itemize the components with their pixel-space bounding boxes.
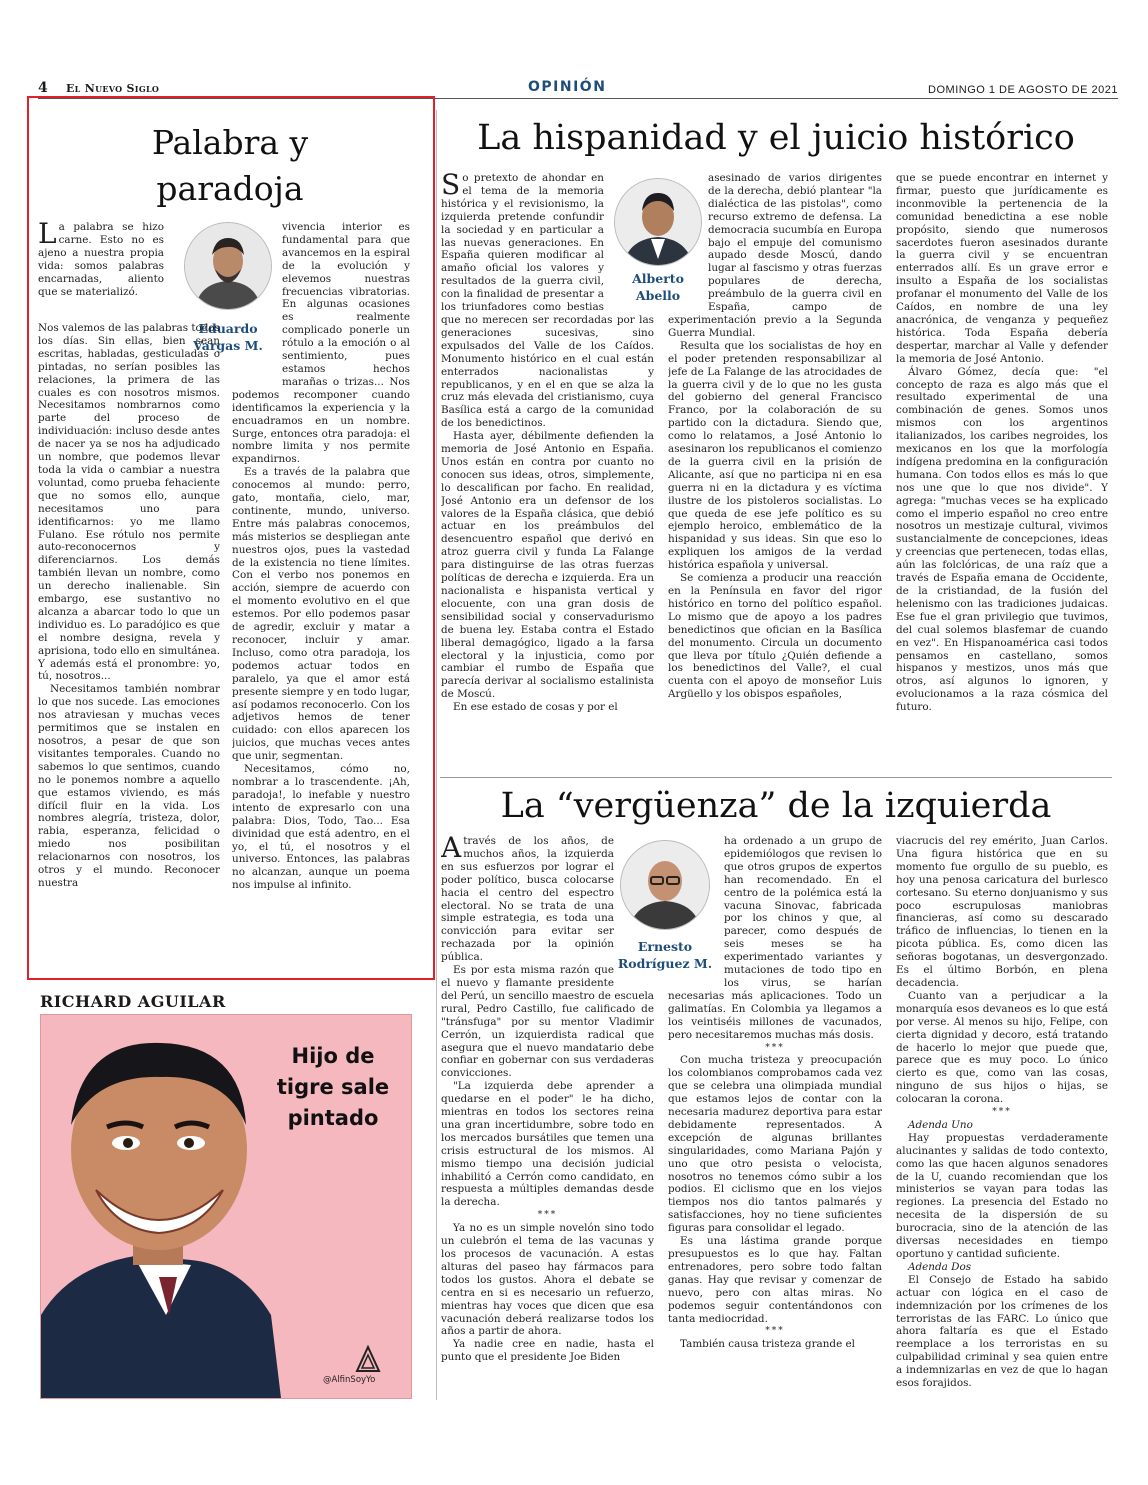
article1-p6: Necesitamos, cómo no, nombrar a lo trascendente. ¡Ah, paradoja!, lo inefable y nuestro intento de expresarlo con una palabra: Dios, Todo, Tao... Esa divinidad que está adentro, en el yo, el tú, el nosotros y el universo. Entonces, las palabras no alcanzan, aunque un poema nos impulse al infinito. bbox=[232, 763, 410, 892]
article2-p1: o pretexto de ahondar en el tema de la memoria histórica y el revisionismo, la izquierda pretende confundir la sociedad y en particular a las nuevas generaciones. En España quieren modificar al amaño oficial los valores y resultados de la guerra civil, con la finalidad de presentar a los triunfadores como bestias que no merecen ser recordadas por las generaciones sucesivas, sino expulsados del Valle de los Caídos. Monumento histórico en el cual están enterrados nacionalistas y republicanos, y en el en que se alza la cruz más elevada del cristianismo, cuya Basílica está a cargo de la comunidad de los benedictinos. bbox=[441, 172, 654, 430]
cartoonist-name: RICHARD AGUILAR bbox=[40, 992, 226, 1011]
article3-p3: "La izquierda debe aprender a quedarse en el poder" le ha dicho, mientras en todos los sectores reina una gran incertidumbre, sobre todo en los mercados bursátiles que temen una crisis estructural de los mismos. Al mismo tiempo una decisión judicial inhabilitó a Cerrón como candidato, en respuesta a múltiples demandas desde la derecha. bbox=[441, 1080, 654, 1209]
article3-p5: Ya nadie cree en nadie, hasta el punto que el presidente Joe Biden bbox=[441, 1338, 654, 1364]
article1-title bbox=[50, 120, 410, 212]
article1-title-line1: Palabra y bbox=[151, 123, 309, 162]
article2-p7: que se puede encontrar en internet y firmar, puesto que jurídicamente es inconmovible la pertenencia de la comunidad benedictina a ese noble propósito, siendo que numerosos sacerdotes fueron asesinados durante la guerra civil y se encuentran enterrados allí. Es un grave error e insulto a España de los socialistas profanar el monumento del Valle de los Caídos, en nombre de una ley anacrónica, de venganza y pequeñez histórica. Toda España debería despertar, marchar al Valle y defender la memoria de José Antonio. bbox=[896, 172, 1108, 365]
article2-p6: Se comienza a producir una reacción en la Península en favor del rigor histórico en torno del político español. Lo mismo que de apoyo a los padres benedictinos que ofician en la Basílica del monumento. Circula un documento que lleva por título ¿Quién defiende a los benedictinos del Valle?, el cual cuenta con el apoyo de monseñor Luis Argüello y los obispos españoles, bbox=[668, 572, 882, 701]
column-rule-main bbox=[436, 110, 437, 1400]
article3-p11: Cuanto van a perjudicar a la monarquía esos devaneos es lo que está por verse. Al menos su hijo, Felipe, con cierta dignidad y decoro, está tratando de hacerlo lo mejor que puede que, parece que es muy poco. Lo único cierto es que, como van las cosas, ninguno de sus hijos o hijas, se colocaran la corona. bbox=[896, 989, 1108, 1106]
separator-stars: *** bbox=[537, 1210, 558, 1221]
dropcap-a: A bbox=[441, 835, 462, 864]
separator-stars: *** bbox=[765, 1326, 785, 1337]
article1-p4: vivencia interior es fundamental para que avancemos en la espiral de la evolución y elevemos nuestras frecuencias vibratorias. En algunas ocasiones es realmente complicado ponerle un rótulo a la emoción o al sentimiento, pues estamos hechos marañas o trizas... Nos podemos recomponer cuando identificamos la experiencia y la encuadramos en un nombre. Surge, entonces otra paradoja: el nombre limita y nos permite expandirnos. bbox=[232, 221, 410, 466]
article3-p13: El Consejo de Estado ha sabido actuar con lógica en el caso de indemnización por los crímenes de los terroristas de las FARC. Lo único que ahora faltaría es que el Estado reemplace a los terroristas en su culpabilidad criminal y sea quien entre a indemnizarlas en vez de que lo hagan esos forajidos. bbox=[896, 1273, 1108, 1390]
photo-wrap-space bbox=[604, 172, 654, 312]
adenda-uno-heading: Adenda Uno bbox=[908, 1118, 973, 1131]
issue-date: DOMINGO 1 DE AGOSTO DE 2021 bbox=[928, 84, 1118, 96]
section-rule bbox=[440, 777, 1112, 778]
article3-title: La “vergüenza” de la izquierda bbox=[500, 786, 1052, 826]
photo-wrap-space bbox=[668, 172, 708, 312]
dropcap-l: L bbox=[38, 217, 57, 250]
article1-p2: Nos valemos de las palabras todos los días. Sin ellas, bien sean escritas, habladas, gesticuladas o pintadas, no serían posibles las relaciones, la primera de las cuales es con nosotros mismos. Necesitamos nombrarnos como parte del proceso de individuación: incluso desde antes de nacer ya se nos ha adjudicado un nombre, que podemos llevar toda la vida o cambiar a nuestra voluntad, como prueba fehaciente que no somos ello, aunque necesitamos uno para identificarnos: yo me llamo Fulano. Ese rótulo nos permite auto-reconocernos y diferenciarnos. Los demás también llevan un nombre, como un derecho inalienable. Sin embargo, ese sustantivo no alcanza a abarcar todo lo que un individuo es. Lo paradójico es que el nombre designa, revela y aprisiona, todo ello en simultánea. Y además está el pronombre: yo, tú, nosotros... bbox=[38, 322, 220, 683]
author-eduardo-first: Eduardo bbox=[198, 321, 258, 336]
article2-p2: Hasta ayer, débilmente defienden la memoria de José Antonio en España. Unos están en contra por cuanto no conocen sus ideas, otros, simplemente, lo descalifican por facho. En realidad, José Antonio era un defensor de los valores de la España clásica, que debió actuar en los preámbulos del desencuentro español que derivó en atroz guerra civil y funda La Falange para distinguirse de las otras fuerzas políticas de derecha e izquierda. Era un nacionalista e hispanista vertical y elocuente, con una gran dosis de sensibilidad social y conservadurismo de buena ley. Estaba contra el Estado liberal demagógico, ligado a la farsa electoral y la injusticia, como por cambiar el rumbo de España que parecía derivar al socialismo estalinista de Moscú. bbox=[441, 430, 654, 701]
article3-col2 bbox=[668, 835, 882, 1397]
author-alberto-first: Alberto bbox=[632, 271, 684, 286]
article3-p10: viacrucis del rey emérito, Juan Carlos. Una figura histórica que en su momento fue orgullo de su pueblo, es hoy una penosa caricatura del burlesco cortesano. Su eterno donjuanismo y sus poco escrupulosas maniobras financieras, así como su descarado tráfico de influencias, lo tienen en la picota pública. Es, como dicen las señoras bogotanas, un desvergonzado. Es el último Borbón, en plena decadencia. bbox=[896, 835, 1108, 989]
section-label: OPINIÓN bbox=[528, 79, 607, 95]
article2-col1 bbox=[441, 172, 654, 752]
cartoon-caption bbox=[263, 1041, 403, 1134]
article2-p3: En ese estado de cosas y por el bbox=[453, 701, 618, 714]
separator-stars: *** bbox=[992, 1107, 1012, 1118]
article1-col2 bbox=[232, 221, 410, 974]
article3-col3 bbox=[896, 835, 1108, 1397]
caption-line1: Hijo de bbox=[291, 1044, 375, 1068]
adenda-dos-heading: Adenda Dos bbox=[908, 1260, 972, 1273]
article2-p5: Resulta que los socialistas de hoy en el poder pretenden responsabilizar al jefe de La Falange de las atrocidades de la guerra civil y de lo que no les gusta del gobierno del general Francisco Franco, por la colaboración de su partido con la dictadura. Siendo que, como lo relatamos, a José Antonio lo asesinaron los republicanos el comienzo de la guerra civil en la prisión de Alicante, así que no participa ni en esa guerra ni en la dictadura y es víctima ilustre de los pistoleros socialistas. Lo que queda de ese jefe político es su ejemplo heroico, emblemático de la hispanidad y sus ideas. Sin que eso lo expliquen los amigos de la verdad histórica española y universal. bbox=[668, 339, 882, 572]
author-ernesto-first: Ernesto bbox=[637, 939, 693, 954]
article2-title: La hispanidad y el juicio histórico bbox=[477, 118, 1075, 158]
author-alberto-last: Abello bbox=[635, 288, 681, 303]
article3-col1 bbox=[441, 835, 654, 1397]
artist-logo-icon bbox=[355, 1345, 381, 1373]
article1-p5: Es a través de la palabra que conocemos al mundo: perro, gato, montaña, cielo, mar, continente, mundo, universo. Entre más palabras conocemos, más misterios se despliegan ante nuestros ojos, pues la vastedad de la existencia no tiene límites. Con el verbo nos ponemos en acción, siempre de acuerdo con el momento evolutivo en el que estemos. Por ello podemos pasar de agredir, excluir y matar a reconocer, incluir y amar. Incluso, como otra paradoja, los podemos actuar todos en paralelo, ya que el amor está presente siempre y en todo lugar, así podamos reconocerlo. Con los adjetivos hemos de tener cuidado: con ellos aparecen los juicios, que muchas veces antes que unir, segmentan. bbox=[232, 466, 410, 763]
article3-p4: Ya no es un simple novelón sino todo un culebrón el tema de las vacunas y los procesos de vacunación. A estas alturas del paseo hay fármacos para todos los gustos. Ahora el debate se centra en si es necesario un refuerzo, mientras hay voces que dicen que esa vacunación deberá realizarse todos los años a partir de ahora. bbox=[441, 1222, 654, 1338]
author-eduardo-last: Vargas M. bbox=[193, 338, 263, 353]
caption-line2: tigre sale bbox=[276, 1075, 390, 1099]
separator-stars: *** bbox=[765, 1042, 785, 1053]
page-header bbox=[38, 80, 1118, 96]
caption-line3: pintado bbox=[287, 1106, 379, 1130]
article3-p12: Hay propuestas verdaderamente alucinantes y salidas de todo contexto, como las que hacen algunos senadores de la U, cuando recomiendan que los ministerios se vayan para todas las regiones. La presencia del Estado no necesita de la dispersión de su burocracia, sino de la atención de las diversas necesidades en tiempo oportuno y cantidad suficiente. bbox=[896, 1131, 1108, 1260]
photo-wrap-space bbox=[614, 835, 654, 983]
article1-title-line2: paradoja bbox=[156, 169, 304, 208]
article2-col3 bbox=[896, 172, 1108, 752]
cartoon-signature: @AlfinSoyYo bbox=[323, 1375, 376, 1385]
article3-p2: Es por esta misma razón que el nuevo y flamante presidente del Perú, un sencillo maestro de escuela rural, Pedro Castillo, fue calificado de "tránsfuga" por su mentor Vladimir Cerrón, un izquierdista radical que asegura que el nuevo mandatario debe confiar en gobernar con sus verdaderas convicciones. bbox=[441, 964, 654, 1080]
article3-p1: través de los años, de muchos años, la izquierda en sus esfuerzos por lograr el poder político, busca colocarse hacia el centro del espectro electoral. No se trata de una simple estrategia, es toda una convicción para evitar ser rechazada por la opinión pública. bbox=[441, 835, 614, 964]
article2-p8: Álvaro Gómez, decía que: "el concepto de raza es algo más que el resultado experimental de una combinación de genes. Somos unos mismos con los argentinos italianizados, los caribes negroides, los mexicanos en los que la morfología indígena predomina en la configuración humana. Con todos ellos es más lo que nos une que lo que nos divide". Y agrega: "muchas veces se ha explicado como el imperio español no creo entre nosotros un mestizaje cultural, vivimos sustancialmente de concepciones, ideas y creencias que pertenecen, todas ellas, aún las folclóricas, de una raíz que a través de España emana de Occidente, de la cristiandad, de la fusión del helenismo con las tradiciones judaicas. Ese fue el gran privilegio que tuvimos, del cual solemos blasfemar de cuando en vez". En Hispanoamérica casi todos pensamos en castellano, somos hispanos y mestizos, unos más que otros, así algunos lo ignoren, y evolucionamos a la raza cósmica del futuro. bbox=[896, 365, 1108, 714]
article1-p3: Necesitamos también nombrar lo que nos sucede. Las emociones nos atraviesan y muchas veces permitimos que se instalen en nosotros, a pesar de que son visitantes temporales. Cuando no sabemos lo que sentimos, cuando no le ponemos nombre a aquello que estamos viviendo, es más difícil fluir en la vida. Los nombres alegría, tristeza, dolor, rabia, esperanza, felicidad o miedo nos posibilitan relacionarnos con nosotros, los otros y el mundo. Reconocer nuestra bbox=[38, 683, 220, 889]
article1-col1-top bbox=[38, 217, 164, 298]
article3-p7: Con mucha tristeza y preocupación los colombianos comprobamos cada vez que se celebra una olimpiada mundial que estamos lejos de contar con la necesaria madurez deportiva para estar debidamente representados. A excepción de algunas brillantes singularidades, como Mariana Pajón y uno que otro pesista o velocista, nosotros no tenemos cómo subir a los podios. El ciclismo que en los viejos tiempos nos dio tantos palmarés y satisfacciones, hoy no tiene suficientes figuras para consolidar el legado. bbox=[668, 1054, 882, 1235]
article1-col1 bbox=[38, 322, 220, 974]
photo-wrap-space bbox=[232, 221, 282, 379]
cartoon-panel bbox=[40, 1014, 412, 1399]
article1-p1: a palabra se hizo carne. Esto no es ajeno a nuestra propia vida: somos palabras encarnadas, aliento que se materializó. bbox=[38, 221, 164, 298]
photo-wrap-space bbox=[668, 835, 724, 983]
article3-p9: También causa tristeza grande el bbox=[680, 1338, 856, 1351]
masthead-title: El Nuevo Siglo bbox=[66, 82, 160, 95]
dropcap-s: S bbox=[441, 172, 461, 201]
article3-p6: ha ordenado a un grupo de epidemiólogos que revisen lo que otros grupos de expertos han recomendado. En el centro de la polémica está la vacuna Sinovac, fabricada por los chinos y que, al parecer, como después de seis meses se ha experimentado variantes y mutaciones de todo tipo en los virus, se harían necesarias más aplicaciones. Todo un galimatías. En Colombia ya llegamos a los veintiséis millones de vacunados, pero necesitaremos muchas más dosis. bbox=[668, 835, 882, 1041]
author-ernesto-last: Rodríguez M. bbox=[617, 956, 713, 971]
article2-p4: asesinado de varios dirigentes de la derecha, debió plantear "la dialéctica de las pistolas", como recurso extremo de defensa. La democracia sucumbía en Europa bajo el empuje del comunismo aupado desde Moscú, dando lugar al fascismo y otras fuerzas populares de derecha, preámbulo de la guerra civil en España, campo de experimentación previo a la Segunda Guerra Mundial. bbox=[668, 172, 882, 339]
article3-p8: Es una lástima grande porque presupuestos es lo que hay. Faltan entrenadores, pero sobre todo faltan ganas. Hay que revisar y comenzar de nuevo, pero con altas miras. No podemos seguir contentándonos con tanta mediocridad. bbox=[668, 1235, 882, 1325]
article2-col2 bbox=[668, 172, 882, 752]
page-number: 4 bbox=[38, 80, 48, 96]
